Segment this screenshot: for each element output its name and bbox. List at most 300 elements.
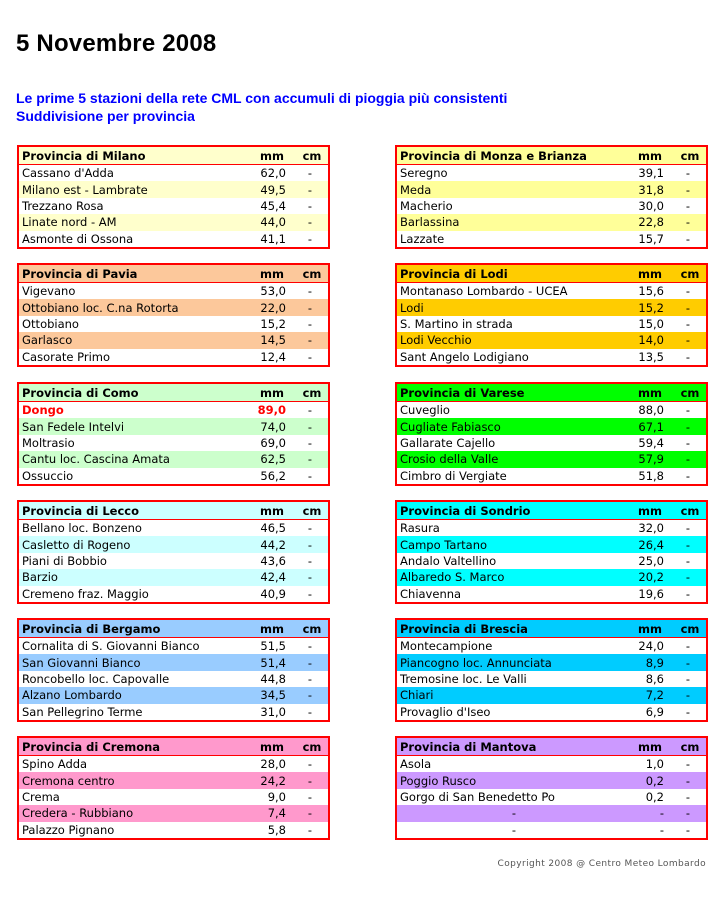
- rainfall-mm: 57,9: [638, 452, 664, 467]
- province-table: [395, 500, 708, 604]
- column-header-mm: mm: [638, 148, 662, 163]
- column-header-cm: cm: [302, 503, 322, 518]
- province-table: [395, 382, 708, 486]
- station-name: Garlasco: [22, 333, 73, 348]
- snowfall-cm: -: [685, 333, 691, 348]
- station-name: Piani di Bobbio: [22, 553, 107, 568]
- table-row: [19, 451, 328, 467]
- snowfall-cm: -: [307, 521, 313, 536]
- province-table: [395, 618, 708, 722]
- province-name: Provincia di Cremona: [22, 739, 161, 754]
- station-name: Ottobiano: [22, 316, 79, 331]
- snowfall-cm: -: [685, 182, 691, 197]
- station-name: Casletto di Rogeno: [22, 537, 131, 552]
- snowfall-cm: -: [307, 537, 313, 552]
- column-header-cm: cm: [680, 385, 700, 400]
- snowfall-cm: -: [685, 789, 691, 804]
- station-name: Macherio: [400, 198, 453, 213]
- table-row: [19, 418, 328, 434]
- rainfall-mm: 6,9: [645, 704, 664, 719]
- column-header-cm: cm: [302, 385, 322, 400]
- column-header-cm: cm: [302, 739, 322, 754]
- rainfall-mm: 45,4: [260, 198, 286, 213]
- table-row: [397, 822, 706, 838]
- rainfall-mm: 59,4: [638, 435, 664, 450]
- station-name: Cuveglio: [400, 403, 450, 418]
- column-header-mm: mm: [638, 739, 662, 754]
- rainfall-mm: 14,5: [260, 333, 286, 348]
- table-row: [19, 165, 328, 181]
- table-row: [397, 704, 706, 720]
- table-row: [19, 435, 328, 451]
- province-table: [17, 263, 330, 367]
- snowfall-cm: -: [685, 231, 691, 246]
- station-name: Poggio Rusco: [400, 773, 477, 788]
- column-header-cm: cm: [680, 621, 700, 636]
- table-row: [19, 283, 328, 299]
- snowfall-cm: -: [307, 316, 313, 331]
- snowfall-cm: -: [307, 284, 313, 299]
- rainfall-mm: 19,6: [638, 586, 664, 601]
- column-header-mm: mm: [638, 621, 662, 636]
- province-name: Provincia di Mantova: [400, 739, 537, 754]
- snowfall-cm: -: [685, 757, 691, 772]
- rainfall-mm: 42,4: [260, 570, 286, 585]
- province-name: Provincia di Pavia: [22, 266, 138, 281]
- snowfall-cm: -: [307, 639, 313, 654]
- snowfall-cm: -: [307, 688, 313, 703]
- station-name: Albaredo S. Marco: [400, 570, 505, 585]
- table-row: [397, 805, 706, 821]
- column-header-mm: mm: [260, 266, 284, 281]
- snowfall-cm: -: [685, 198, 691, 213]
- province-table: [17, 736, 330, 840]
- snowfall-cm: -: [685, 553, 691, 568]
- rainfall-mm: 8,6: [645, 671, 664, 686]
- station-name: Linate nord - AM: [22, 215, 117, 230]
- table-row: [19, 569, 328, 585]
- rainfall-mm: 67,1: [638, 419, 664, 434]
- province-table: [17, 382, 330, 486]
- snowfall-cm: -: [307, 570, 313, 585]
- rainfall-mm: 44,8: [260, 671, 286, 686]
- table-row: [397, 181, 706, 197]
- table-row: [19, 805, 328, 821]
- rainfall-mm: 14,0: [638, 333, 664, 348]
- rainfall-mm: -: [659, 806, 664, 821]
- station-name: San Fedele Intelvi: [22, 419, 125, 434]
- table-row: [19, 332, 328, 348]
- station-name: Barlassina: [400, 215, 460, 230]
- rainfall-mm: 69,0: [260, 435, 286, 450]
- rainfall-mm: 74,0: [260, 419, 286, 434]
- rainfall-mm: 44,0: [260, 215, 286, 230]
- snowfall-cm: -: [685, 403, 691, 418]
- table-row: [19, 789, 328, 805]
- table-row: [397, 536, 706, 552]
- snowfall-cm: -: [307, 773, 313, 788]
- table-row: [19, 654, 328, 670]
- copyright-notice: Copyright 2008 @ Centro Meteo Lombardo: [497, 859, 706, 869]
- column-header-cm: cm: [302, 266, 322, 281]
- rainfall-mm: 46,5: [260, 521, 286, 536]
- rainfall-mm: -: [659, 822, 664, 837]
- station-name: Milano est - Lambrate: [22, 182, 148, 197]
- station-name: San Pellegrino Terme: [22, 704, 143, 719]
- province-table: [17, 500, 330, 604]
- station-name: Cimbro di Vergiate: [400, 468, 507, 483]
- snowfall-cm: -: [685, 655, 691, 670]
- column-header-mm: mm: [260, 621, 284, 636]
- station-name: Crosio della Valle: [400, 452, 499, 467]
- table-row: [19, 316, 328, 332]
- station-name: Barzio: [22, 570, 58, 585]
- table-row: [19, 704, 328, 720]
- snowfall-cm: -: [307, 403, 313, 418]
- column-header-cm: cm: [680, 148, 700, 163]
- rainfall-mm: 24,2: [260, 773, 286, 788]
- station-name: Vigevano: [22, 284, 76, 299]
- station-name: Cantu loc. Cascina Amata: [22, 452, 170, 467]
- snowfall-cm: -: [307, 822, 313, 837]
- rainfall-mm: 13,5: [638, 349, 664, 364]
- snowfall-cm: -: [685, 773, 691, 788]
- table-header: [19, 265, 328, 283]
- column-header-mm: mm: [638, 503, 662, 518]
- table-row: [19, 822, 328, 838]
- station-name: Cassano d'Adda: [22, 166, 114, 181]
- station-name: Piancogno loc. Annunciata: [400, 655, 552, 670]
- table-row: [397, 756, 706, 772]
- table-header: [19, 738, 328, 756]
- province-name: Provincia di Como: [22, 385, 139, 400]
- station-name: Andalo Valtellino: [400, 553, 497, 568]
- station-name: Meda: [400, 182, 432, 197]
- column-header-mm: mm: [260, 503, 284, 518]
- table-row: [397, 789, 706, 805]
- column-header-cm: cm: [680, 503, 700, 518]
- rainfall-mm: 51,4: [260, 655, 286, 670]
- table-row: [19, 687, 328, 703]
- subtitle: Le prime 5 stazioni della rete CML con accumuli di pioggia più consistenti: [16, 90, 508, 106]
- snowfall-cm: -: [685, 435, 691, 450]
- table-row: [397, 198, 706, 214]
- table-row: [19, 772, 328, 788]
- station-name: Moltrasio: [22, 435, 75, 450]
- table-row: [397, 332, 706, 348]
- province-name: Provincia di Sondrio: [400, 503, 531, 518]
- rainfall-mm: 30,0: [638, 198, 664, 213]
- table-row: [397, 231, 706, 247]
- station-name: Chiavenna: [400, 586, 462, 601]
- station-name: Alzano Lombardo: [22, 688, 122, 703]
- table-row: [397, 654, 706, 670]
- station-name: Provaglio d'Iseo: [400, 704, 491, 719]
- column-header-cm: cm: [302, 621, 322, 636]
- station-name: Lazzate: [400, 231, 445, 246]
- table-header: [19, 147, 328, 165]
- rainfall-mm: 43,6: [260, 553, 286, 568]
- rainfall-mm: 62,0: [260, 166, 286, 181]
- snowfall-cm: -: [685, 419, 691, 434]
- snowfall-cm: -: [307, 215, 313, 230]
- station-name: Tremosine loc. Le Valli: [400, 671, 527, 686]
- rainfall-mm: 88,0: [638, 403, 664, 418]
- table-row: [397, 349, 706, 365]
- snowfall-cm: -: [685, 468, 691, 483]
- station-name: Sant Angelo Lodigiano: [400, 349, 529, 364]
- station-name: Rasura: [400, 521, 440, 536]
- province-table: [395, 736, 708, 840]
- rainfall-mm: 24,0: [638, 639, 664, 654]
- rainfall-mm: 12,4: [260, 349, 286, 364]
- rainfall-mm: 1,0: [645, 757, 664, 772]
- snowfall-cm: -: [307, 300, 313, 315]
- column-header-mm: mm: [260, 148, 284, 163]
- table-header: [397, 502, 706, 520]
- station-name: Lodi: [400, 300, 424, 315]
- station-name: Gorgo di San Benedetto Po: [400, 789, 555, 804]
- snowfall-cm: -: [685, 822, 691, 837]
- snowfall-cm: -: [307, 435, 313, 450]
- table-header: [19, 502, 328, 520]
- station-name: Roncobello loc. Capovalle: [22, 671, 170, 686]
- station-name: Casorate Primo: [22, 349, 111, 364]
- table-header: [397, 147, 706, 165]
- rainfall-mm: 51,5: [260, 639, 286, 654]
- rainfall-mm: 44,2: [260, 537, 286, 552]
- province-name: Provincia di Milano: [22, 148, 146, 163]
- page-title: 5 Novembre 2008: [16, 30, 217, 57]
- table-row: [397, 299, 706, 315]
- table-row: [19, 299, 328, 315]
- rainfall-mm: 40,9: [260, 586, 286, 601]
- column-header-mm: mm: [260, 739, 284, 754]
- table-row: [19, 671, 328, 687]
- table-row: [19, 349, 328, 365]
- snowfall-cm: -: [307, 671, 313, 686]
- snowfall-cm: -: [685, 586, 691, 601]
- snowfall-cm: -: [307, 452, 313, 467]
- rainfall-mm: 9,0: [267, 789, 286, 804]
- rainfall-mm: 15,6: [638, 284, 664, 299]
- rainfall-mm: 22,0: [260, 300, 286, 315]
- province-table: [395, 263, 708, 367]
- table-row: [19, 520, 328, 536]
- rainfall-mm: 20,2: [638, 570, 664, 585]
- station-name: San Giovanni Bianco: [22, 655, 141, 670]
- rainfall-mm: 0,2: [645, 773, 664, 788]
- table-row: [397, 553, 706, 569]
- rainfall-mm: 51,8: [638, 468, 664, 483]
- table-row: [397, 671, 706, 687]
- table-row: [19, 198, 328, 214]
- subtitle-secondary: Suddivisione per provincia: [16, 108, 195, 124]
- rainfall-mm: 31,0: [260, 704, 286, 719]
- province-name: Provincia di Monza e Brianza: [400, 148, 587, 163]
- snowfall-cm: -: [307, 349, 313, 364]
- station-name: Spino Adda: [22, 757, 88, 772]
- station-name: Chiari: [400, 688, 434, 703]
- table-row: [397, 283, 706, 299]
- rainfall-mm: 41,1: [260, 231, 286, 246]
- column-header-cm: cm: [680, 739, 700, 754]
- station-name: Asmonte di Ossona: [22, 231, 134, 246]
- table-row: [397, 772, 706, 788]
- snowfall-cm: -: [685, 452, 691, 467]
- snowfall-cm: -: [307, 419, 313, 434]
- snowfall-cm: -: [685, 284, 691, 299]
- rainfall-mm: 7,2: [645, 688, 664, 703]
- station-name: Seregno: [400, 166, 448, 181]
- snowfall-cm: -: [685, 537, 691, 552]
- station-name: Cornalita di S. Giovanni Bianco: [22, 639, 200, 654]
- table-row: [19, 553, 328, 569]
- station-name: Montecampione: [400, 639, 493, 654]
- station-name: Dongo: [22, 403, 64, 418]
- rainfall-mm: 0,2: [645, 789, 664, 804]
- snowfall-cm: -: [307, 231, 313, 246]
- snowfall-cm: -: [685, 639, 691, 654]
- rainfall-mm: 8,9: [645, 655, 664, 670]
- table-header: [397, 384, 706, 402]
- station-name: Credera - Rubbiano: [22, 806, 134, 821]
- table-header: [397, 738, 706, 756]
- table-row: [19, 231, 328, 247]
- rainfall-mm: 15,2: [638, 300, 664, 315]
- table-row: [397, 418, 706, 434]
- column-header-cm: cm: [680, 266, 700, 281]
- table-header: [397, 620, 706, 638]
- province-name: Provincia di Lecco: [22, 503, 139, 518]
- table-row: [19, 468, 328, 484]
- province-name: Provincia di Varese: [400, 385, 525, 400]
- station-name: Ottobiano loc. C.na Rotorta: [22, 300, 179, 315]
- snowfall-cm: -: [685, 704, 691, 719]
- column-header-cm: cm: [302, 148, 322, 163]
- snowfall-cm: -: [685, 215, 691, 230]
- column-header-mm: mm: [638, 266, 662, 281]
- station-name: Palazzo Pignano: [22, 822, 115, 837]
- snowfall-cm: -: [685, 316, 691, 331]
- rainfall-mm: 15,2: [260, 316, 286, 331]
- table-row: [19, 638, 328, 654]
- station-name: Cremeno fraz. Maggio: [22, 586, 149, 601]
- province-table: [17, 145, 330, 249]
- table-row: [397, 520, 706, 536]
- rainfall-mm: 15,7: [638, 231, 664, 246]
- rainfall-mm: 26,4: [638, 537, 664, 552]
- snowfall-cm: -: [685, 671, 691, 686]
- snowfall-cm: -: [307, 166, 313, 181]
- snowfall-cm: -: [685, 300, 691, 315]
- station-name: Trezzano Rosa: [22, 198, 104, 213]
- table-row: [19, 586, 328, 602]
- snowfall-cm: -: [307, 553, 313, 568]
- snowfall-cm: -: [685, 166, 691, 181]
- province-table: [395, 145, 708, 249]
- station-name: -: [511, 806, 517, 821]
- snowfall-cm: -: [307, 333, 313, 348]
- snowfall-cm: -: [307, 789, 313, 804]
- table-row: [397, 214, 706, 230]
- province-table: [17, 618, 330, 722]
- table-row: [397, 451, 706, 467]
- table-row: [19, 214, 328, 230]
- table-row: [19, 402, 328, 418]
- table-row: [397, 687, 706, 703]
- station-name: Campo Tartano: [400, 537, 488, 552]
- table-row: [397, 586, 706, 602]
- province-name: Provincia di Lodi: [400, 266, 508, 281]
- snowfall-cm: -: [307, 198, 313, 213]
- table-row: [397, 165, 706, 181]
- station-name: Asola: [400, 757, 432, 772]
- table-header: [397, 265, 706, 283]
- station-name: Montanaso Lombardo - UCEA: [400, 284, 568, 299]
- rainfall-mm: 62,5: [260, 452, 286, 467]
- column-header-mm: mm: [638, 385, 662, 400]
- rainfall-mm: 89,0: [257, 403, 286, 418]
- rainfall-mm: 5,8: [267, 822, 286, 837]
- snowfall-cm: -: [307, 586, 313, 601]
- table-row: [397, 468, 706, 484]
- station-name: Crema: [22, 789, 60, 804]
- table-header: [19, 620, 328, 638]
- table-row: [19, 756, 328, 772]
- table-row: [397, 316, 706, 332]
- rainfall-mm: 15,0: [638, 316, 664, 331]
- snowfall-cm: -: [307, 806, 313, 821]
- table-header: [19, 384, 328, 402]
- rainfall-mm: 7,4: [267, 806, 286, 821]
- table-row: [397, 569, 706, 585]
- snowfall-cm: -: [685, 806, 691, 821]
- snowfall-cm: -: [307, 655, 313, 670]
- table-row: [397, 638, 706, 654]
- snowfall-cm: -: [307, 704, 313, 719]
- province-name: Provincia di Bergamo: [22, 621, 161, 636]
- snowfall-cm: -: [685, 521, 691, 536]
- rainfall-mm: 25,0: [638, 553, 664, 568]
- station-name: Gallarate Cajello: [400, 435, 496, 450]
- snowfall-cm: -: [685, 570, 691, 585]
- rainfall-mm: 31,8: [638, 182, 664, 197]
- table-row: [19, 536, 328, 552]
- rainfall-mm: 53,0: [260, 284, 286, 299]
- snowfall-cm: -: [307, 757, 313, 772]
- snowfall-cm: -: [685, 688, 691, 703]
- rainfall-mm: 39,1: [638, 166, 664, 181]
- table-row: [397, 402, 706, 418]
- rainfall-mm: 56,2: [260, 468, 286, 483]
- province-name: Provincia di Brescia: [400, 621, 528, 636]
- snowfall-cm: -: [307, 182, 313, 197]
- column-header-mm: mm: [260, 385, 284, 400]
- table-row: [397, 435, 706, 451]
- station-name: Cremona centro: [22, 773, 115, 788]
- station-name: -: [511, 822, 517, 837]
- rainfall-mm: 32,0: [638, 521, 664, 536]
- rainfall-mm: 34,5: [260, 688, 286, 703]
- rainfall-mm: 49,5: [260, 182, 286, 197]
- rainfall-mm: 28,0: [260, 757, 286, 772]
- table-row: [19, 181, 328, 197]
- station-name: Lodi Vecchio: [400, 333, 472, 348]
- snowfall-cm: -: [685, 349, 691, 364]
- station-name: Ossuccio: [22, 468, 74, 483]
- snowfall-cm: -: [307, 468, 313, 483]
